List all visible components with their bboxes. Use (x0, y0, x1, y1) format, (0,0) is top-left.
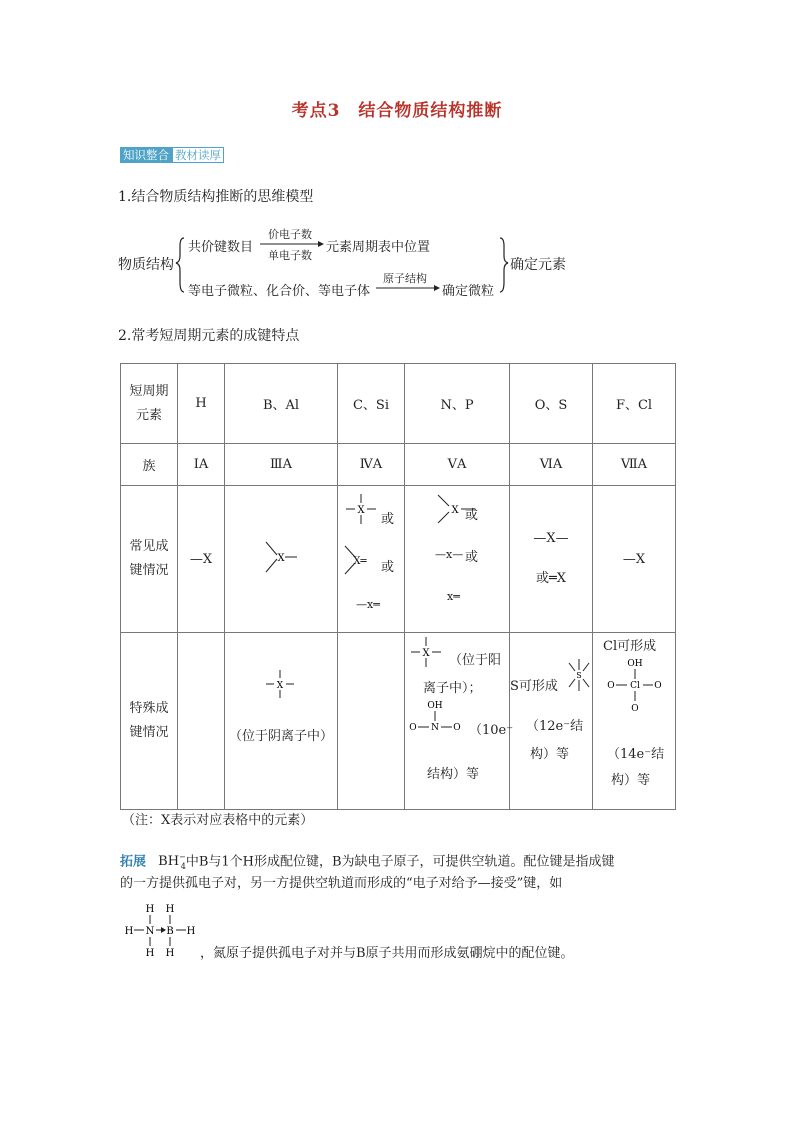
table-row-common (121, 486, 676, 633)
section2-heading: 2.常考短周期元素的成键特点 (118, 328, 300, 344)
cl-label: Cl可形成 (603, 639, 657, 654)
cell-common-f: —X (593, 486, 676, 633)
svg-text:O: O (409, 723, 417, 733)
section-badge (120, 147, 224, 163)
thinking-model-diagram (118, 226, 578, 300)
cell-elem-o: O、S (510, 364, 593, 444)
svg-text:S: S (576, 671, 582, 680)
tetravalent-n-cation-structure (409, 635, 443, 669)
svg-text:Cl: Cl (630, 681, 640, 691)
table-note: （注：X表示对应表格中的元素） (122, 813, 314, 828)
cell-special-n (405, 633, 514, 810)
header-group: 族 (121, 444, 178, 486)
cell-special-h (178, 633, 225, 810)
n-cation-note-1: （位于阳 (449, 653, 502, 668)
badge-textbook: 教材读厚 (172, 147, 224, 163)
header-elements: 短周期 元素 (121, 364, 178, 444)
or-1: 或 (381, 512, 395, 527)
header-special: 特殊成 键情况 (121, 633, 178, 810)
cell-special-c (338, 633, 405, 810)
tetravalent-bond-structure (344, 492, 378, 526)
svg-text:X: X (276, 681, 284, 691)
table-row-groups (121, 444, 676, 486)
svg-text:X: X (422, 648, 430, 659)
hexavalent-s-structure (564, 657, 594, 693)
cell-common-n (405, 486, 510, 633)
cell-common-h: —X (178, 486, 225, 633)
or-2: 或 (381, 560, 395, 575)
model-right: 确定元素 (510, 257, 566, 273)
svg-text:X: X (277, 553, 285, 564)
ammonia-borane-structure (124, 902, 196, 958)
table-row-special (121, 633, 676, 810)
svg-text:H: H (124, 926, 134, 937)
cell-common-b (225, 486, 338, 633)
triple-or-cumulated-structure: —x═ (356, 598, 380, 611)
n-10e-note-1: （10e⁻ (469, 723, 514, 738)
cell-elem-h: H (178, 364, 225, 444)
n-10e-note-2: 结构）等 (427, 767, 480, 782)
model-row1-start: 共价键数目 (188, 240, 254, 255)
cell-group-5: ⅤA (405, 444, 510, 486)
model-row2-arrow-top: 原子结构 (383, 272, 427, 285)
cell-special-o (510, 633, 593, 810)
double-bond-structure (342, 542, 378, 578)
badge-knowledge: 知识整合 (120, 147, 172, 163)
page-title: 考点3 结合物质结构推断 (291, 101, 503, 121)
svg-text:H: H (145, 948, 155, 958)
cell-group-6: ⅥA (510, 444, 593, 486)
svg-text:N: N (431, 723, 439, 733)
svg-text:O: O (631, 704, 639, 714)
header-common: 常见成 键情况 (121, 486, 178, 633)
svg-text:H: H (165, 904, 175, 915)
cell-elem-n: N、P (405, 364, 510, 444)
cell-special-f (593, 633, 676, 810)
model-row1-arrow-top: 价电子数 (268, 228, 312, 241)
triple-n-structure: x═ (447, 590, 460, 603)
cell-group-3: ⅢA (225, 444, 338, 486)
svg-text:O: O (453, 723, 461, 733)
svg-text:O: O (607, 681, 615, 691)
cell-group-4: ⅣA (338, 444, 405, 486)
nitro-structure (407, 699, 463, 739)
section1-heading: 1.结合物质结构推断的思维模型 (118, 189, 314, 205)
model-row2-start: 等电子微粒、化合价、等电子体 (188, 284, 371, 299)
tetravalent-b-anion-structure (265, 669, 295, 699)
svg-text:OH: OH (627, 659, 643, 669)
or-n-2: 或 (465, 550, 479, 565)
svg-text:X: X (357, 505, 365, 516)
extension-line1: 拓展 $BH^-_4$中B与1个H形成配位键，B为缺电子原子，可提供空轨道。配位键是指成键 (120, 853, 615, 871)
cell-common-c (338, 486, 405, 633)
extension-label: 拓展 (120, 854, 147, 870)
extension-line3: ，氮原子提供孤电子对并与B原子共用而形成氨硼烷中的配位键。 (200, 946, 574, 961)
svg-text:X═: X═ (353, 556, 367, 567)
svg-text:O: O (654, 681, 662, 691)
svg-text:N: N (145, 926, 155, 937)
s-12e-note-2: 构）等 (530, 747, 570, 762)
cl-14e-note-2: 构）等 (611, 773, 651, 788)
svg-text:H: H (165, 948, 175, 958)
model-row2-end: 确定微粒 (442, 284, 495, 299)
svg-text:X: X (451, 505, 459, 516)
cell-elem-f: F、Cl (593, 364, 676, 444)
model-left: 物质结构 (118, 257, 174, 273)
s-12e-note-1: （12e⁻结 (526, 719, 584, 734)
trivalent-bond-structure (261, 537, 301, 577)
svg-text:OH: OH (427, 701, 443, 711)
or-n-1: 或 (465, 508, 479, 523)
cell-common-o: —X— 或═X (510, 486, 593, 633)
cell-group-7: ⅦA (593, 444, 676, 486)
cl-14e-note-1: （14e⁻结 (607, 747, 665, 762)
single-double-n-structure: —x— (435, 548, 464, 561)
svg-text:H: H (186, 926, 196, 937)
cell-elem-c: C、Si (338, 364, 405, 444)
perchloric-acid-structure (605, 657, 665, 717)
model-row1-end: 元素周期表中位置 (326, 240, 431, 255)
bonding-table (120, 363, 676, 810)
svg-text:H: H (145, 904, 155, 915)
n-cation-note-2: 离子中）； (423, 681, 482, 696)
s-label: S可形成 (510, 679, 558, 694)
table-row-elements (121, 364, 676, 444)
extension-line2: 的一方提供孤电子对，另一方提供空轨道而形成的“电子对给予—接受”键，如 (120, 876, 563, 891)
model-row1-arrow-bottom: 单电子数 (268, 249, 312, 262)
cell-group-1: ⅠA (178, 444, 225, 486)
svg-text:B: B (166, 926, 174, 937)
cell-special-b (225, 633, 338, 810)
cell-elem-b: B、Al (225, 364, 338, 444)
b-anion-note: （位于阴离子中） (228, 729, 333, 744)
